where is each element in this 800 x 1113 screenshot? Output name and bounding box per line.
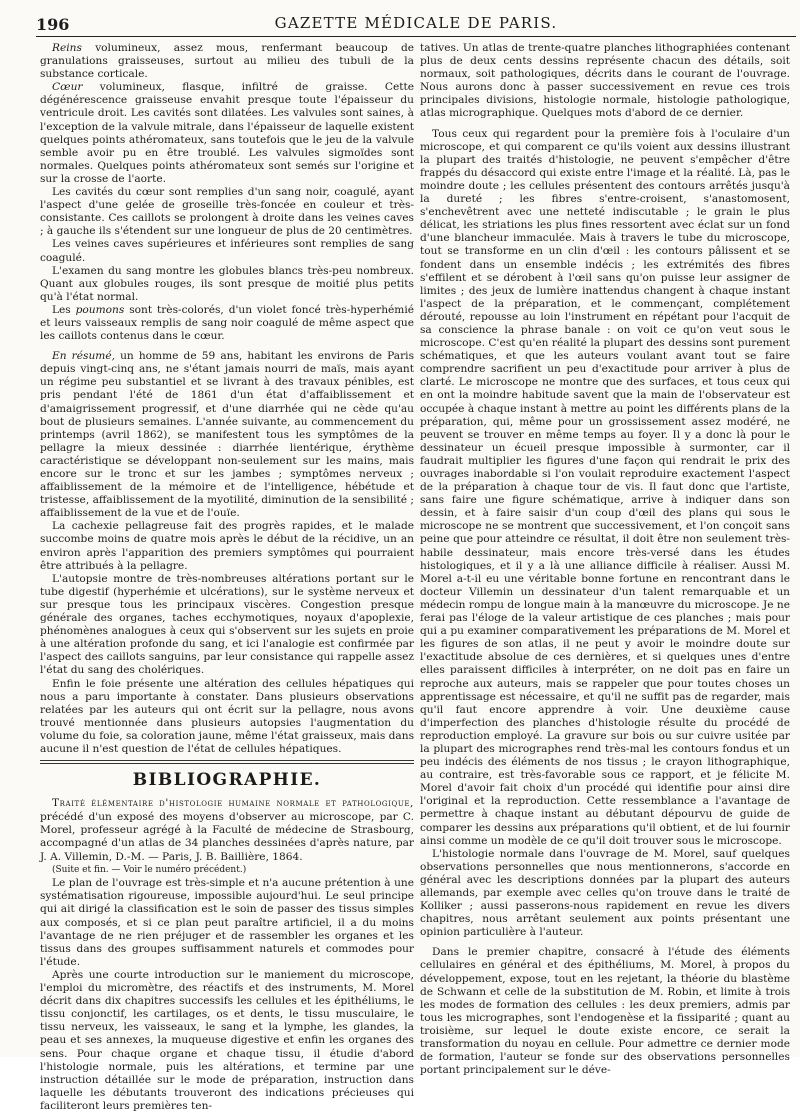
- paragraph-resume: En résumé, un homme de 59 ans, habitant les environs de Paris depuis vingt-cinq ans, ne s'étant jamais nourri de maïs, mais ayant un régime peu substantiel et se livrant à des travaux pénibles, est pris pendant l'été de 1861 d'un état d'affaiblissement et d'amaigrissement progressif, et d'une diarrhée qui ne cède qu'au bout de plusieurs semaines. L'année suivante, au commencement du printemps (avril 1862), se manifestent tous les symptômes de la pellagre la mieux dessinée : diarrhée lientérique, érythème caractéristique se développant non-seulement sur les mains, mais encore sur le tronc et sur les jambes ; symptômes nerveux ; affaiblissement de la mémoire et de l'intelligence, hébétude et tristesse, affaiblissement de la myotilité, diminution de la sensibilité ; affaiblissement de la vue et de l'ouïe.: [40, 350, 415, 520]
- paragraph-premier-chapitre: Dans le premier chapitre, consacré à l'étude des éléments cellulaires en général et des épithéliums, M. Morel, à propos du développement, expose, tout en les rejetant, la théorie du blastème de Schwann et celle de la substitution de M. Robin, et limite à trois les modes de formation des cellules : les deux premiers, admis par tous les micrographes, sont l'endogenèse et la fissiparité ; quant au troisième, sur lequel le doute existe encore, ce serait la transformation du noyau en cellule. Pour admettre ce dernier mode de formation, l'auteur se fonde sur des observations personnelles portant principalement sur le déve-: [420, 946, 790, 1077]
- term-reins: Reins: [52, 42, 82, 54]
- left-column: [40, 42, 415, 1112]
- paragraph-reins: Reins volumineux, assez mous, renfermant beaucoup de granulations graisseuses, surtout au milieu des tubuli de la substance corticale.: [40, 42, 414, 81]
- section-title: BIBLIOGRAPHIE.: [132, 770, 322, 791]
- right-column: [420, 42, 790, 1077]
- paragraph-cachexie: La cachexie pellagreuse fait des progrès rapides, et le malade succombe moins de quatre mois après le début de la récidive, un an environ après l'apparition des premiers symptômes qui pourraient être attribués à la pellagre.: [40, 520, 414, 572]
- paragraph-introduction: Après une courte introduction sur le maniement du microscope, l'emploi du micromètre, des réactifs et des instruments, M. Morel décrit dans dix chapitres successifs les cellules et les épithéliums, le tissu conjonctif, les cartilages, os et dents, le tissu musculaire, le tissu nerveux, les vaisseaux, le sang et la lymphe, les glandes, la peau et ses annexes, la muqueuse digestive et enfin les organes des sens. Pour chaque organe et chaque tissu, il étudie d'abord l'histologie normale, puis les altérations, et termine par une instruction détaillée sur le mode de préparation, instruction dans laquelle les débutants trouveront des indications précieuses qui faciliteront leurs premières ten-: [40, 968, 414, 1112]
- term-poumons: poumons: [75, 303, 125, 316]
- continuation-note: (Suite et fin. — Voir le numéro précédent.): [52, 865, 247, 876]
- paragraph-atlas: tatives. Un atlas de trente-quatre planches lithographiées contenant plus de deux cents dessins représente chacun des détails, soit normaux, soit pathologiques, décrits dans le courant de l'ouvrage. Nous aurons donc à passer successivement en revue ces trois principales divisions, histologie normale, histologie pathologique, atlas micrographique. Quelques mots d'abord de ce dernier.: [420, 42, 790, 120]
- page-number: 196: [36, 15, 70, 34]
- term-coeur: Cœur: [52, 81, 83, 94]
- paragraph-veines: Les veines caves supérieures et inférieures sont remplies de sang coagulé.: [40, 238, 414, 264]
- paragraph-cavites: Les cavités du cœur sont remplies d'un sang noir, coagulé, ayant l'aspect d'une gelée de groseille très-foncée en couleur et très-consistante. Ces caillots se prolongent à droite dans les veines caves ; à gauche ils s'étendent sur une longueur de plus de 20 centimètres.: [40, 186, 414, 238]
- paragraph-plan: Le plan de l'ouvrage est très-simple et n'a aucune prétention à une systématisation rigoureuse, impossible aujourd'hui. Le seul principe qui ait dirigé la classification est le soin de passer des tissus simples aux composés, et si ce plan peut paraître artificiel, il a du moins l'avantage de ne rien préjuger et de rassembler les organes et les tissus dans des groupes suffisamment naturels et commodes pour l'étude.: [40, 877, 414, 968]
- paragraph-foie: Enfin le foie présente une altération des cellules hépatiques qui nous a paru importante à constater. Dans plusieurs observations relatées par les auteurs qui ont écrit sur la pellagre, nous avons trouvé mentionnée dans plusieurs autopsies l'augmentation du volume du foie, sa coloration jaune, même l'état graisseux, mais dans aucune il n'est question de l'état de cellules hépatiques.: [40, 677, 414, 755]
- paragraph-poumons: Les poumons sont très-colorés, d'un violet foncé très-hyperhémié et leurs vaisseaux remplis de sang noir coagulé de même aspect que les caillots contenus dans le cœur.: [40, 303, 415, 343]
- paragraph-autopsie: L'autopsie montre de très-nombreuses altérations portant sur le tube digestif (hyperhémie et ulcérations), sur le système nerveux et sur presque tous les principaux viscères. Congestion presque générale des organes, taches ecchymotiques, noyaux d'apoplexie, phénomènes analogues à ceux qui s'observent sur les sujets en proie à une altération profonde du sang, et ici l'analogie est confirmée par l'aspect des caillots sanguins, par leur consistance qui rappelle assez l'état du sang des cholériques.: [40, 572, 414, 677]
- book-title: Traité élémentaire d'histologie humaine normale et pathologique,: [52, 797, 414, 810]
- term-resume: En résumé,: [52, 350, 115, 363]
- paragraph-histologie-normale: L'histologie normale dans l'ouvrage de M. Morel, sauf quelques observations personnelles que nous mentionnerons, s'accorde en général avec les descriptions données par la plupart des auteurs allemands, par exemple avec celles qu'on trouve dans le traité de Kolliker ; aussi passerons-nous rapidement en revue les divers chapitres, nous arrêtant seulement aux points présentant une opinion particulière à l'auteur.: [420, 847, 790, 939]
- paragraph-sang: L'examen du sang montre les globules blancs très-peu nombreux. Quant aux globules rouges, ils sont presque de moitié plus petits qu'à l'état normal.: [40, 264, 414, 303]
- page-header: [36, 14, 796, 37]
- journal-title: GAZETTE MÉDICALE DE PARIS.: [274, 14, 558, 32]
- section-divider: [40, 760, 414, 761]
- paragraph-coeur: Cœur volumineux, flasque, infiltré de graisse. Cette dégénérescence graisseuse envahit presque toute l'épaisseur du ventricule droit. Les cavités sont dilatées. Les valvules sont saines, à l'exception de la valvule mitrale, dans l'épaisseur de laquelle existent quelques points athéromateux, sans toutefois que le jeu de la valvule semble avoir pu en être troublé. Les valvules sigmoïdes sont normales. Quelques points athéromateux sont semés sur l'origine et sur la crosse de l'aorte.: [40, 81, 414, 185]
- section-divider-second: [40, 763, 414, 764]
- book-reference: Traité élémentaire d'histologie humaine normale et pathologique, précédé d'un exposé des moyens d'observer au microscope, par C. Morel, professeur agrégé à la Faculté de médecine de Strasbourg, accompagné d'un atlas de 34 planches dessinées d'après nature, par J. A. Villemin, D.-M. — Paris, J. B. Baillière, 1864.: [40, 797, 414, 863]
- paragraph-microscope: Tous ceux qui regardent pour la première fois à l'oculaire d'un microscope, et qui comparent ce qu'ils voient aux dessins illustrant la plupart des traités d'histologie, ne peuvent s'empêcher d'être frappés du désaccord qui existe entre l'image et la réalité. Là, pas le moindre doute ; les cellules présentent des contours arrêtés jusqu'à la dureté ; les fibres s'entre-croisent, s'anastomosent, s'enchevêtrent avec une netteté indiscutable ; le grain le plus délicat, les striations les plus fines ressortent avec éclat sur un fond d'une blancheur immaculée. Mais à travers le tube du microscope, tout se transforme en un clin d'œil : les contours pâlissent et se fondent dans un ensemble indécis ; les extrémités des fibres s'effilent et se dérobent à l'œil sans qu'on puisse leur assigner de limites ; des jeux de lumière inattendus changent à chaque instant l'aspect de la préparation, et le commençant, complétement dérouté, repousse au loin l'instrument en répétant pour l'acquit de sa conscience la phrase banale : on voit ce qu'on veut sous le microscope. C'est qu'en réalité la plupart des dessins sont purement schématiques, et que les auteurs voulant avant tout se faire comprendre sacrifient un peu d'exactitude pour arriver à plus de clarté. Le microscope ne montre que des surfaces, et tous ceux qui en ont la moindre habitude savent que la main de l'observateur est occupée à chaque instant à mettre au point les différents plans de la préparation, qui, même pour un grossissement assez modéré, ne peuvent se trouver en même temps au foyer. Il y a donc là pour le dessinateur un écueil presque impossible à surmonter, car il faudrait multiplier les figures d'une façon qui rendrait le prix des ouvrages inabordable si l'on voulait reproduire exactement l'aspect de la préparation à chaque tour de vis. Il faut donc que l'artiste, sans faire une figure schématique, arrive à indiquer dans son dessin, et à faire saisir d'un coup d'œil des plans qui sous le microscope ne se montrent que successivement, et l'on conçoit sans peine que pour atteindre ce résultat, il doit être non seulement très-habile dessinateur, mais encore très-versé dans les études histologiques, et il y a là une alliance difficile à réaliser. Aussi M. Morel a-t-il eu une véritable bonne fortune en rencontrant dans le docteur Villemin un dessinateur d'un talent remarquable et un médecin rompu de longue main à la manœuvre du microscope. Je ne ferai pas l'éloge de la valeur artistique de ces planches ; mais pour qui a pu examiner comparativement les préparations de M. Morel et les figures de son atlas, il ne peut y avoir le moindre doute sur l'exactitude absolue de ces dernières, et si quelques unes d'entre elles paraissent difficiles à interpréter, on ne doit pas en faire un reproche aux auteurs, mais se rappeler que pour toutes choses un apprentissage est nécessaire, et qu'il ne suffit pas de regarder, mais qu'il faut encore apprendre à voir. Une deuxième cause d'imperfection des planches d'histologie résulte du procédé de reproduction employé. La gravure sur bois ou sur cuivre usitée par la plupart des micrographes rend très-mal les contours fondus et un peu indécis des éléments de nos tissus ; le crayon lithographique, au contraire, est très-favorable sous ce rapport, et je félicite M. Morel d'avoir fait choix d'un procédé qui identifie pour ainsi dire l'original et la reproduction. Cette ressemblance a l'avantage de permettre à chaque instant au débutant dépourvu de guide de comparer les dessins aux préparations qu'il obtient, et de lui fournir ainsi comme un modèle de ce qu'il doit trouver sous le microscope.: [420, 127, 790, 847]
